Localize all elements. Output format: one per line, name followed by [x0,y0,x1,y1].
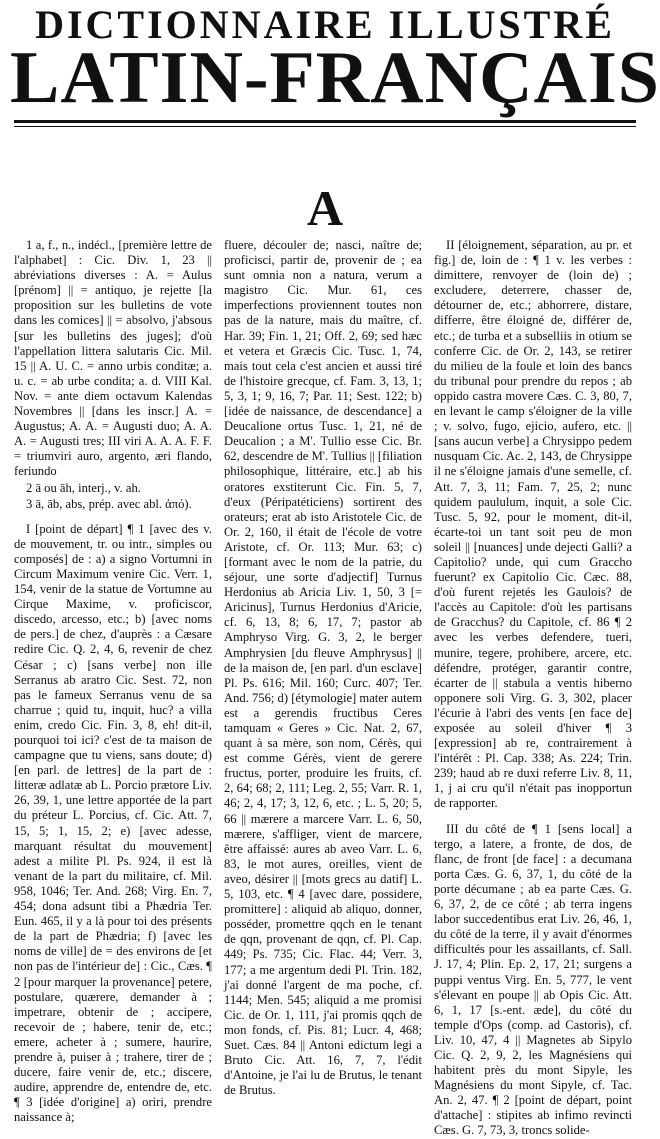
text-column-2 [224,238,422,1098]
entry-paragraph: II [éloignement, séparation, au pr. et fig.] de, loin de : ¶ 1 v. les verbes : dimittere, renvoyer de (loin de) ; excludere, deterrere, chasser de, détourner de, etc.; abhorrere, distare, differre, être éloigné de, différer de, etc.; de turba et a subselliis in otium se conferre Cic. de Or. 2, 143, se retirer du milieu de la foule et loin des bancs du tribunal pour prendre du repos ; ab oppido castra movere Cæs. C. 3, 80, 7, en levant le camp s'éloigner de la ville ; v. solvo, fugo, ejicio, aufero, etc. || [sans aucun verbe] a Chrysippo pedem nusquam Cic. Ac. 2, 143, de Chrysippe il ne s'éloigne jamais d'une semelle, cf. Att. 7, 3, 11; Fam. 7, 25, 2; nunc quidem paululum, inquit, a sole Cic. Tusc. 5, 92, pour le moment, dit-il, écarte-toi un tant soit peu de mon soleil || [nuances] unde dejecti Galli? a Capitolio? unde, qui cum Graccho fuerunt? ex Capitolio Cic. Cæc. 88, d'où furent rejetés les Gaulois? de l'accès au Capitole: d'où les partisans de Gracchus? du Capitole, cf. 86 ¶ 2 avec les verbes defendere, tueri, munire, tegere, prohibere, arcere, etc. défendre, protéger, garantir contre, écarter de || stabula a ventis hiberno opponere soli Virg. G. 3, 302, placer l'écurie à l'abri des vents [en face de] exposée au soleil d'hiver ¶ 3 [expression] ab re, contrairement à l'intérêt : Pl. Cap. 338; As. 224; Trin. 239; haud ab re duxi referre Liv. 8, 11, 1, j ai cru qu'il n'était pas inopportun de rapporter. [434,238,632,811]
entry-paragraph: III du côté de ¶ 1 [sens local] a tergo, a latere, a fronte, de dos, de flanc, de front [de face] : a decumana porta Cæs. G. 6, 37, 1, du côté de la porte décumane ; ab ea parte Cæs. G. 6, 37, 2, de ce côté ; ab terra ingens labor succedentibus erat Liv. 26, 46, 1, du côté de la terre, il y avait d'énormes difficultés pour les assaillants, cf. Sall. J. 17, 4; Plin. Ep. 2, 17, 21; surgens a puppi ventus Virg. En. 5, 777, le vent s'élevant en poupe || ab Opis Cic. Att. 6, 1, 17 [s.-ent. æde], du côté du temple d'Ops (comp. ad Castoris), cf. Liv. 10, 47, 4 || Magnetes ab Sipylo Cic. Q. 2, 9, 2, les Magnésiens qui habitent près du mont Sipyle, les Magnésiens du mont Sipyle, cf. Tac. An. 2, 47. ¶ 2 [point de départ, point d'attache] : stipites ab infimo revincti Cæs. G. 7, 73, 3, troncs solide- [434,821,632,1138]
entry-paragraph: fluere, découler de; nasci, naître de; proficisci, partir de, provenir de ; ea sunt omnia non a natura, verum a magistro Cic. Mur. 61, ces imperfections proviennent toutes non pas de la nature, mais du maître, cf. Har. 39; Fin. 1, 21; Off. 2, 69; sed hæc et vetera et Græcis Cic. Tusc. 1, 74, mais tout cela c'est ancien et aussi tiré de l'histoire grecque, cf. Fam. 3, 13, 1; 5, 3, 1; 9, 16, 7; Par. 11; Sest. 122; b) [idée de naissance, de descendance] a Deucalione ortus Tusc. 1, 21, né de Deucalion ; a M'. Tullio esse Cic. Br. 62, descendre de M'. Tullius || [filiation philosophique, littéraire, etc.] ab his oratores exstiterunt Cic. Fin. 5, 7, d'eux (Péripatéticiens) sortirent des orateurs; erat ab isto Aristotele Cic. de Or. 2, 160, il était de l'école de votre Aristote, cf. Or. 113; Mur. 63; c) [formant avec le nom de la patrie, du séjour, une sorte d'adjectif] Turnus Herdonius ab Aricia Liv. 1, 50, 3 [= Aricinus], Turnus Herdonius d'Aricie, cf. 6, 13, 8; 6, 17, 7; pastor ab Amphryso Virg. G. 3, 2, le berger Amphrysien [du fleuve Amphrysus] || de la maison de, [en parl. d'un esclave] Pl. Ps. 616; Mil. 160; Curc. 407; Ter. And. 756; d) [étymologie] mater autem est a gerendis fructibus Ceres tamquam « Geres » Cic. Nat. 2, 67, quant à sa mère, son nom, Cérès, qui est comme Gérès, vient de gerere fructus, porter, produire les fruits, cf. 2, 64; 68; 2, 111; Leg. 2, 55; Varr. R. 1, 46; 2, 4, 17; 3, 12, 6, etc. ; L. 5, 20; 5, 66 || mærere a marcere Varr. L. 6, 50, mærere, s'affliger, vient de marcere, être affaissé: aures ab aveo Varr. L. 6, 83, le mot aures, oreilles, vient de aveo, désirer || [mots grecs au datif] L. 5, 103, etc. ¶ 4 [avec dare, possidere, promittere] : aliquid ab aliquo, donner, posséder, promettre qqch en le tenant de qqn, provenant de qqn, cf. Pl. Cap. 449; Ps. 735; Cic. Flac. 44; Verr. 3, 177; a me argentum dedi Pl. Trin. 182, j'ai donné l'argent de ma poche, cf. 1144; Men. 545; aliquid a me promisi Cic. de Or. 1, 111, j'ai promis qqch de mon fonds, cf. Pis. 81; Lucr. 4, 468; Suet. Cæs. 84 || Antoni edictum legi a Bruto Cic. Att. 16, 7, 7, l'édit d'Antoine, je l'ai lu de Brutus, le tenant de Brutus. [224,238,422,1098]
section-letter: A [306,180,344,236]
header-rule-thin [14,126,636,127]
entry-paragraph: I [point de départ] ¶ 1 [avec des v. de mouvement, tr. ou intr., simples ou composés] de : a) a signo Vortumni in Circum Maximum venire Cic. Verr. 1, 154, venir de la statue de Vortumne au Cirque Maxime, v. proficiscor, discedo, arcesso, etc.; b) [avec noms de pers.] de chez, d'auprès : a Cæsare redire Cic. Q. 2, 4, 6, revenir de chez César ; c) [sans verbe] non ille Serranus ab aratro Cic. Sest. 72, non pas le fameux Serranus venu de sa charrue ; quid tu, inquit, huc? a villa enim, credo Cic. Fin. 3, 8, eh! dit-il, pourquoi toi ici? c'est de ta maison de campagne que tu viens, sans doute; d) [en parl. de lettres] de la part de : litteræ adlatæ ab L. Porcio prætore Liv. 26, 39, 1, une lettre apportée de la part du préteur L. Porcius, cf. Cic. Att. 7, 15, 5; 1, 15, 2; e) [avec adesse, marquant résultat du mouvement] adest a milite Pl. Ps. 924, il est là venant de la part du militaire, cf. Mil. 958, 1046; Ter. And. 268; Virg. En. 7, 454; dona adsunt tibi a Phædria Ter. Eun. 465, il y a là pour toi des présents de la part de Phædria; f) [avec les noms de ville] de = des environs de [et non pas de l'intérieur de] : Cic., Cæs. ¶ 2 [pour marquer la provenance] petere, postulare, quærere, demander à ; impetrare, obtenir de ; accipere, recevoir de ; habere, tenir de, etc.; emere, acheter à ; sumere, haurire, prendre à, puiser à ; trahere, tirer de ; ducere, faire venir de, etc.; discere, audire, apprendre de, entendre de, etc. ¶ 3 [idée d'origine] a) oriri, prendre naissance à; [14,521,212,1125]
text-column-1 [14,238,212,1125]
title-line-2: LATIN-FRANÇAIS [10,37,660,119]
entry-paragraph: 2 ā ou āh, interj., v. ah. [26,480,141,495]
header-rule-thick [14,120,636,123]
entry-paragraph: 1 a, f., n., indécl., [première lettre de l'alphabet] : Cic. Div. 1, 23 || abréviations diverses : A. = Aulus [prénom] || = antiquo, je rejette [la proposition sur les bulletins de vote dans les comices] || = absolvo, j'absous [sur les bulletins des juges]; d'où l'appellation littera salutaris Cic. Mil. 15 || A. U. C. = anno urbis conditæ; a. u. c. = ab urbe condita; a. d. VIII Kal. Nov. = ante diem octavum Kalendas Novembres || [dans les inscr.] A. = Augustus; A. A. = Augusti duo; A. A. A. = Augusti tres; III viri A. A. A. F. F. = triumviri auro, argento, æri flando, feriundo [14,238,212,479]
title-line-1: DICTIONNAIRE ILLUSTRÉ [35,2,615,47]
text-column-3 [434,238,632,1138]
entry-paragraph: 3 ā, āb, abs, prép. avec abl. ἀπό). [26,496,192,511]
